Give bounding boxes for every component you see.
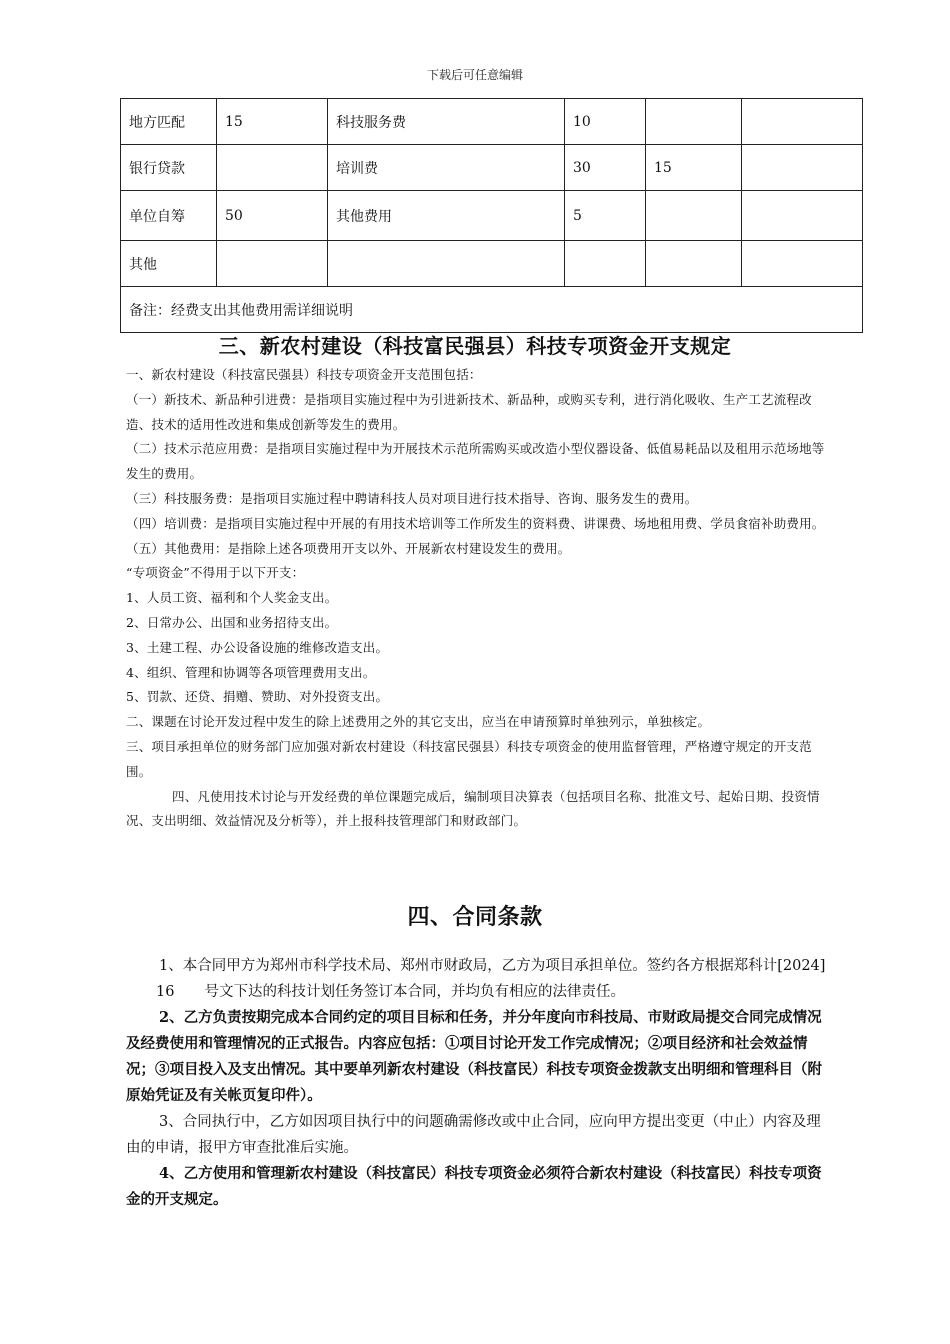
clause-2: 2、乙方负责按期完成本合同约定的项目目标和任务，并分年度向市科技局、市财政局提交合同完成情况及经费使用和管理情况的正式报告。内容应包括：①项目讨论开发工作完成情况；②项目经济和社会效益情况；③项目投入及支出情况。其中要单列新农村建设（科技富民）科技专项资金拨款支出明细和管理科目（附原始凭证及有关帐页复印件）。 bbox=[126, 1009, 822, 1104]
paragraph: （五）其他费用：是指除上述各项费用开支以外、开展新农村建设发生的费用。 bbox=[126, 540, 571, 556]
paragraph: 二、课题在讨论开发过程中发生的除上述费用之外的其它支出，应当在申请预算时单独列示，单独核定。 bbox=[126, 714, 711, 730]
table-cell bbox=[646, 191, 742, 241]
table-cell: 其他费用 bbox=[328, 191, 565, 241]
table-cell bbox=[646, 99, 742, 145]
clause-4: 4、乙方使用和管理新农村建设（科技富民）科技专项资金必须符合新农村建设（科技富民）科技专项资金的开支规定。 bbox=[126, 1165, 822, 1208]
clause-1-text-b: 号文下达的科技计划任务签订本合同，并均负有相应的法律责任。 bbox=[204, 984, 625, 1000]
table-cell: 其他 bbox=[121, 241, 217, 287]
table-cell bbox=[742, 145, 863, 191]
clause-1-text-a: 1、本合同甲方为郑州市科学技术局、郑州市财政局，乙方为项目承担单位。签约各方根据郑科计[2024] bbox=[159, 958, 826, 974]
table-cell bbox=[742, 241, 863, 287]
table-row bbox=[121, 241, 863, 287]
paragraph: 2、日常办公、出国和业务招待支出。 bbox=[126, 614, 338, 630]
paragraph: 三、项目承担单位的财务部门应加强对新农村建设（科技富民强县）科技专项资金的使用监督管理，严格遵守规定的开支范围。 bbox=[126, 738, 812, 779]
table-row bbox=[121, 145, 863, 191]
table-cell: 单位自筹 bbox=[121, 191, 217, 241]
table-cell: 培训费 bbox=[328, 145, 565, 191]
table-cell bbox=[328, 241, 565, 287]
table-cell: 30 bbox=[565, 145, 646, 191]
table-cell: 15 bbox=[646, 145, 742, 191]
table-cell bbox=[742, 99, 863, 145]
table-row bbox=[121, 99, 863, 145]
budget-table bbox=[120, 98, 863, 333]
clause-1-number: 16 bbox=[156, 984, 175, 1000]
table-note: 备注：经费支出其他费用需详细说明 bbox=[121, 287, 863, 333]
paragraph: 3、土建工程、办公设备设施的维修改造支出。 bbox=[126, 639, 389, 655]
clause-1 bbox=[126, 953, 832, 1005]
table-cell: 银行贷款 bbox=[121, 145, 217, 191]
paragraph: 4、组织、管理和协调等各项管理费用支出。 bbox=[126, 664, 376, 680]
paragraph: 四、凡使用技术讨论与开发经费的单位课题完成后，编制项目决算表（包括项目名称、批准文号、起始日期、投资情况、支出明细、效益情况及分析等），并上报科技管理部门和财政部门。 bbox=[126, 788, 820, 829]
table-cell bbox=[565, 241, 646, 287]
page-header-note: 下载后可任意编辑 bbox=[426, 68, 523, 82]
paragraph: （三）科技服务费：是指项目实施过程中聘请科技人员对项目进行技术指导、咨询、服务发生的费用。 bbox=[126, 490, 698, 506]
section4-body bbox=[126, 953, 832, 1213]
table-cell bbox=[217, 145, 328, 191]
section3-title: 三、新农村建设（科技富民强县）科技专项资金开支规定 bbox=[218, 334, 732, 358]
table-cell bbox=[742, 191, 863, 241]
section4-title: 四、合同条款 bbox=[407, 904, 543, 930]
paragraph: （四）培训费：是指项目实施过程中开展的有用技术培训等工作所发生的资料费、讲课费、场地租用费、学员食宿补助费用。 bbox=[126, 515, 825, 531]
table-row bbox=[121, 287, 863, 333]
paragraph: “专项资金”不得用于以下开支： bbox=[126, 565, 305, 581]
section3-body bbox=[126, 363, 832, 834]
paragraph: （二）技术示范应用费：是指项目实施过程中为开展技术示范所需购买或改造小型仪器设备、低值易耗品以及租用示范场地等发生的费用。 bbox=[126, 441, 825, 482]
table-cell: 15 bbox=[217, 99, 328, 145]
table-cell: 5 bbox=[565, 191, 646, 241]
table-cell: 50 bbox=[217, 191, 328, 241]
table-cell: 10 bbox=[565, 99, 646, 145]
paragraph: 5、罚款、还贷、捐赠、赞助、对外投资支出。 bbox=[126, 689, 389, 705]
paragraph: （一）新技术、新品种引进费：是指项目实施过程中为引进新技术、新品种，或购买专利，进行消化吸收、生产工艺流程改造、技术的适用性改进和集成创新等发生的费用。 bbox=[126, 391, 812, 432]
paragraph: 一、新农村建设（科技富民强县）科技专项资金开支范围包括： bbox=[126, 367, 482, 382]
table-cell bbox=[646, 241, 742, 287]
clause-3: 3、合同执行中，乙方如因项目执行中的问题确需修改或中止合同，应向甲方提出变更（中止）内容及理由的申请，报甲方审查批准后实施。 bbox=[126, 1114, 821, 1156]
table-cell bbox=[217, 241, 328, 287]
paragraph: 1、人员工资、福利和个人奖金支出。 bbox=[126, 590, 338, 606]
table-cell: 地方匹配 bbox=[121, 99, 217, 145]
table-row bbox=[121, 191, 863, 241]
table-cell: 科技服务费 bbox=[328, 99, 565, 145]
